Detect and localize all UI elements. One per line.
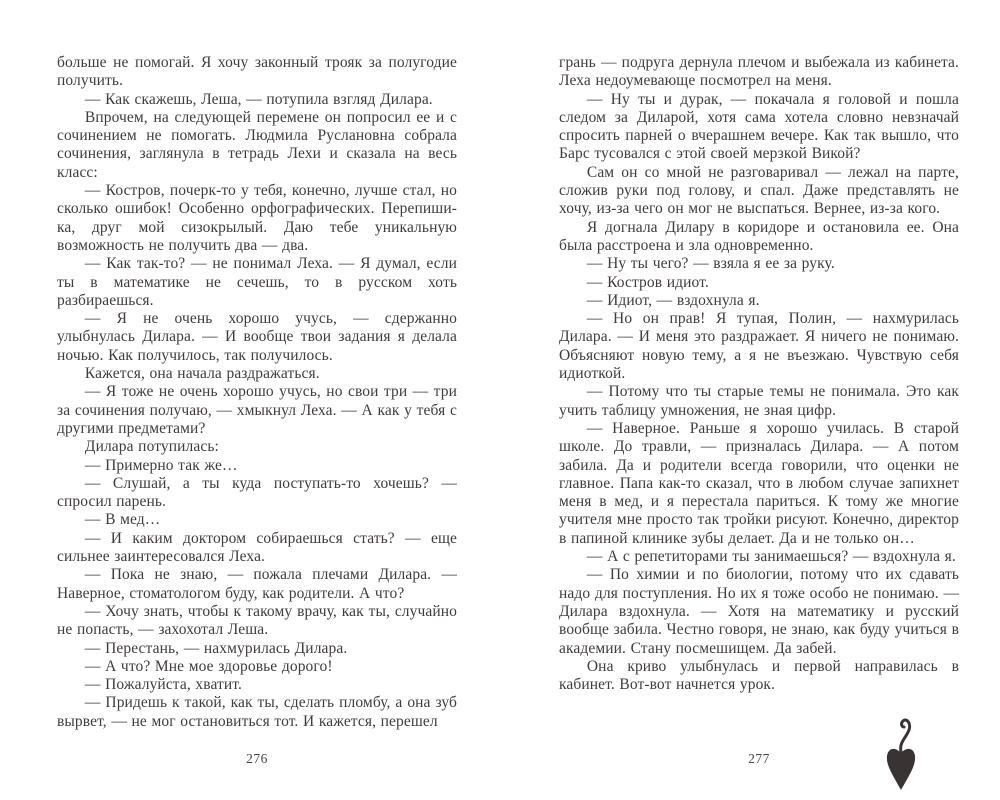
paragraph: — Костров, почерк-то у тебя, конечно, лучше стал, но сколько ошибок! Особенно орфографических. Перепиши-ка, друг мой сизокрылый. Даю тебе уникальную возможность не получить два — два. <box>57 182 457 254</box>
page-left <box>57 54 457 766</box>
paragraph: — В мед… <box>84 511 161 529</box>
paragraph: Сам он со мной не разговаривал — лежал на парте, сложив руки под голову, и спал. Даже представлять не хочу, из-за чего он мог не выспаться. Вернее, из-за кого. <box>559 163 959 218</box>
paragraph: — Слушай, а ты куда поступать-то хочешь? — спросил парень. <box>57 474 457 511</box>
paragraph: — Как скажешь, Леша, — потупила взгляд Дилара. <box>84 90 433 108</box>
paragraph: — По химии и по биологии, потому что их сдавать надо для поступления. Но их я тоже особо не понимаю. — Дилара вздохнула. — Хотя на математику и русский вообще забила. Честно говоря, не знаю, как буду учиться в академии. Стану посмешищем. Да забей. <box>559 566 959 657</box>
page-number-right: 277 <box>748 751 770 766</box>
heart-arrow-ornament <box>878 710 924 794</box>
paragraph: — Как так-то? — не понимал Леха. — Я думал, если ты в математике не сечешь, то в русском хоть разбираешься. <box>57 255 457 309</box>
paragraph: — Пока не знаю, — пожала плечами Дилара. — Наверное, стоматологом буду, как родители. А что? <box>57 566 457 602</box>
paragraph: Она криво улыбнулась и первой направилась в кабинет. Вот-вот начнется урок. <box>559 657 959 694</box>
paragraph: — И каким доктором собираешься стать? — еще сильнее заинтересовался Леха. <box>57 529 457 566</box>
paragraph: — Но он прав! Я тупая, Полин, — нахмурилась Дилара. — И меня это раздражает. Я ничего не понимаю. Объясняют новую тему, а я не въезжаю. Чувствую себя идиоткой. <box>559 310 959 383</box>
paragraph: — Перестань, — нахмурилась Дилара. <box>84 639 348 657</box>
paragraph: — Придешь к такой, как ты, сделать пломбу, а она зуб вырвет, — не мог остановиться тот. И кажется, перешел <box>57 694 457 730</box>
paragraph: Впрочем, на следующей перемене он попросил ее и с сочинением не помогать. Людмила Руслановна собрала сочинения, заглянула в тетрадь Лехи и сказала на весь класс: <box>57 108 457 181</box>
paragraph: — Хочу знать, чтобы к такому врачу, как ты, случайно не попасть, — захохотал Леша. <box>57 602 457 639</box>
paragraph: — Примерно так же… <box>84 456 238 474</box>
paragraph: — А что? Мне мое здоровье дорого! <box>84 657 333 675</box>
paragraph: — Ну ты и дурак, — покачала я головой и пошла следом за Диларой, хотя сама хотела словно невзначай спросить парней о вчерашнем вечере. Как так вышло, что Барс тусовался с этой своей мерзкой Викой? <box>559 90 959 163</box>
paragraph: — Пожалуйста, хватит. <box>84 676 242 694</box>
paragraph: — Костров идиот. <box>586 273 709 291</box>
paragraph: Дилара потупилась: <box>84 438 219 456</box>
page-number-left: 276 <box>246 751 268 766</box>
paragraph: — Ну ты чего? — взяла я ее за руку. <box>586 255 835 273</box>
paragraph: — Наверное. Раньше я хорошо училась. В старой школе. До травли, — призналась Дилара. — А потом забила. Да и родители всегда говорили, что оценки не главное. Папа как-то сказал, что в любом случае запихнет меня в мед, и я перестала париться. К тому же многие учителя мне просто так тройки рисуют. Конечно, директор в папиной клинике зубы делает. Да и не только он… <box>559 419 959 547</box>
page-left-text <box>57 54 457 731</box>
paragraph: — Я не очень хорошо учусь, — сдержанно улыбнулась Дилара. — И вообще твои задания я делала ночью. Как получилось, так получилось. <box>57 310 457 364</box>
paragraph: Я догнала Дилару в коридоре и остановила ее. Она была расстроена и зла одновременно. <box>559 218 959 254</box>
page-right-text <box>559 54 959 694</box>
paragraph: Кажется, она начала раздражаться. <box>84 365 320 383</box>
paragraph: — Потому что ты старые темы не понимала. Это как учить таблицу умножения, не зная цифр. <box>559 383 959 419</box>
paragraph: — А с репетиторами ты занимаешься? — вздохнула я. <box>586 548 956 566</box>
paragraph: — Я тоже не очень хорошо учусь, но свои три — три за сочинения получаю, — хмыкнул Леха. — А как у тебя с другими предметами? <box>57 383 457 437</box>
paragraph: грань — подруга дернула плечом и выбежала из кабинета. Леха недоумевающе посмотрел на меня. <box>559 54 959 90</box>
page-right <box>559 54 959 766</box>
paragraph: — Идиот, — вздохнула я. <box>586 291 760 309</box>
paragraph: больше не помогай. Я хочу законный трояк за полугодие получить. <box>57 54 457 90</box>
